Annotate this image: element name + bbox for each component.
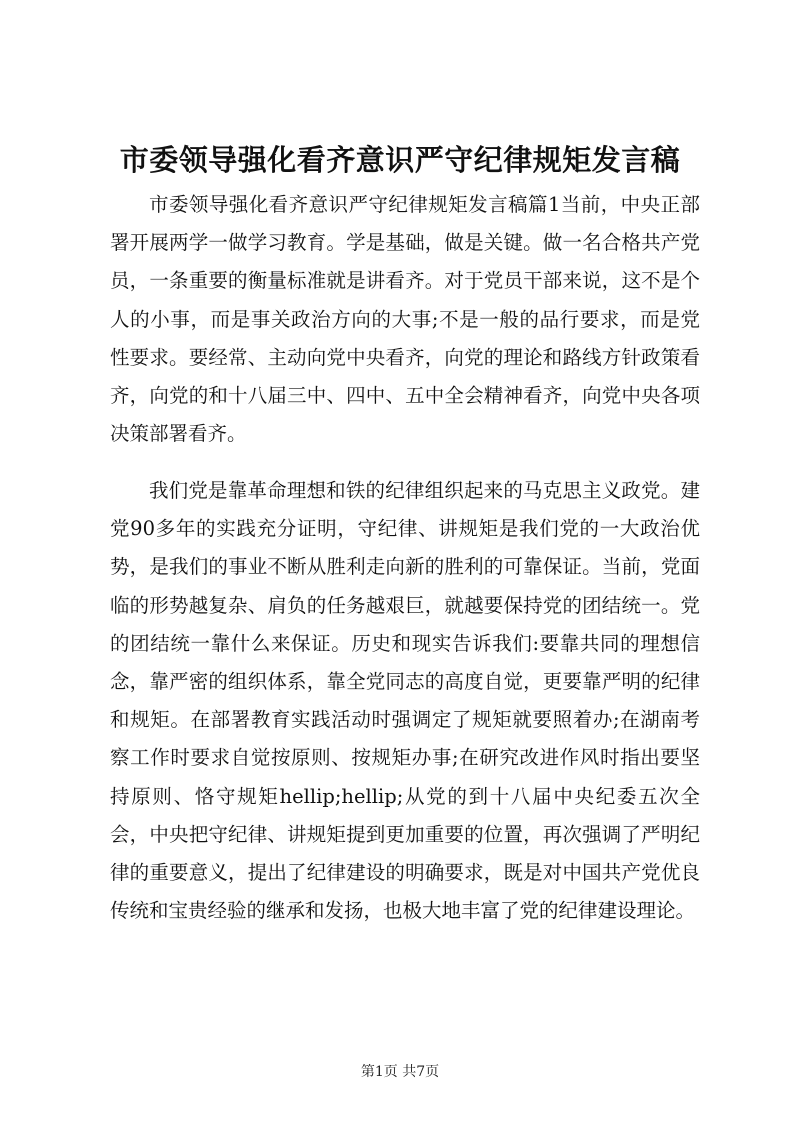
body-paragraph-2: 我们党是靠革命理想和铁的纪律组织起来的马克思主义政党。建党90多年的实践充分证明，守纪律、讲规矩是我们党的一大政治优势，是我们的事业不断从胜利走向新的胜利的可靠保证。当前，党面临的形势越复杂、肩负的任务越艰巨，就越要保持党的团结统一。党的团结统一靠什么来保证。历史和现实告诉我们:要靠共同的理想信念，靠严密的组织体系，靠全党同志的高度自觉，更要靠严明的纪律和规矩。在部署教育实践活动时强调定了规矩就要照着办;在湖南考察工作时要求自觉按原则、按规矩办事;在研究改进作风时指出要坚持原则、恪守规矩hellip;hellip;从党的到十八届中央纪委五次全会，中央把守纪律、讲规矩提到更加重要的位置，再次强调了严明纪律的重要意义，提出了纪律建设的明确要求，既是对中国共产党优良传统和宝贵经验的继承和发扬，也极大地丰富了党的纪律建设理论。 xyxy=(110,479,700,923)
body-paragraph-1: 市委领导强化看齐意识严守纪律规矩发言稿篇1当前，中央正部署开展两学一做学习教育。学是基础，做是关键。做一名合格共产党员，一条重要的衡量标准就是讲看齐。对于党员干部来说，这不是个人的小事，而是事关政治方向的大事;不是一般的品行要求，而是党性要求。要经常、主动向党中央看齐，向党的理论和路线方针政策看齐，向党的和十八届三中、四中、五中全会精神看齐，向党中央各项决策部署看齐。 xyxy=(110,193,700,446)
page-number-footer: 第1页 共7页 xyxy=(360,1064,440,1080)
document-title: 市委领导强化看齐意识严守纪律规矩发言稿 xyxy=(119,143,681,177)
